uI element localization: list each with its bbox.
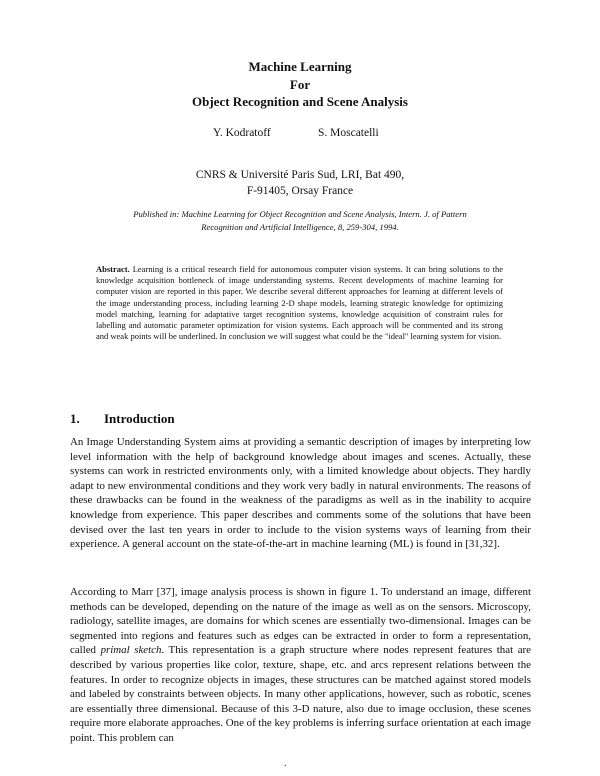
abstract-label: Abstract.: [96, 264, 130, 274]
title-line-1: Machine Learning: [248, 59, 352, 74]
affiliation-line-2: F-91405, Orsay France: [246, 184, 354, 197]
page-mark: .: [284, 758, 287, 769]
section-heading-introduction: [70, 411, 175, 427]
publication-note: [78, 208, 522, 233]
primal-sketch-term: primal sketch: [100, 644, 162, 657]
intro-paragraph-1: An Image Understanding System aims at providing a semantic description of images by interpreting low level information with the help of background knowledge about images and scenes. Actually, these systems can work in restricted environments only, with a limited knowledge about objects. They hardly adapt to new environmental conditions and they work very badly in natural environments. The reasons of these drawbacks can be found in the weakness of the paradigms as well as in the inability to acquire knowledge from experience. This paper describes and comments some of the solutions that have been devised over the last ten years in order to include to the vision systems ways of learning from their experience. A general account on the state-of-the-art in machine learning (ML) is found in [31,32].: [70, 436, 531, 551]
publication-note-line-1: Published in: Machine Learning for Object Recognition and Scene Analysis, Intern. J. of Pattern: [133, 209, 467, 219]
section-title: Introduction: [104, 411, 175, 426]
affiliation: [0, 168, 600, 199]
author-moscatelli: S. Moscatelli: [318, 127, 379, 139]
section-number: 1.: [70, 411, 80, 426]
paragraph-2-text-end: . This representation is a graph structure where nodes represent features that are described by various properties like color, texture, shape, etc. and arcs represent relations between the features. In order to recognize objects in images, these structures can be matched against stored models and labeled by constraints between objects. In many other applications, however, such as robotic, scenes are essentially three dimensional. Because of this 3-D nature, also due to image occlusion, these scenes require more elaborate approaches. One of the key problems is inferring surface orientation at each image point. This problem can: [70, 644, 531, 744]
paper-title: [0, 58, 600, 111]
affiliation-line-1: CNRS & Université Paris Sud, LRI, Bat 490,: [195, 169, 405, 181]
title-line-3: Object Recognition and Scene Analysis: [192, 94, 408, 109]
paragraph-2-text-start: According to Marr [37], image analysis process is shown in figure 1. To understand an image, different methods can be developed, depending on the nature of the image as well as on the sensors. Microscopy, radiology, satellite images, are domains for which scenes are essentially two-dimensional. Images can be segmented into regions and features such as edges can be extracted in order to form a representation, called: [70, 586, 531, 657]
abstract: [96, 264, 503, 342]
publication-note-line-2: Recognition and Artificial Intelligence, 8, 259-304, 1994.: [201, 221, 399, 232]
abstract-text: Learning is a critical research field for autonomous computer vision systems. It can bring solutions to the knowledge acquisition bottleneck of image understanding systems. Recent developments of machine learning for computer vision are reported in this paper. We describe several different approaches for learning at different levels of the image understanding process, including learning 2-D shape models, learning strategic knowledge for optimizing model matching, learning for adaptative target recognition systems, knowledge acquisition of constraint rules for labelling and automatic parameter optimization for vision systems. Each approach will be commented and its strong and weak points will be underlined. In conclusion we will suggest what could be the "ideal" learning system for vision.: [96, 264, 503, 342]
title-line-2: For: [289, 76, 311, 92]
intro-paragraph-2: [70, 585, 531, 746]
author-kodratoff: Y. Kodratoff: [213, 127, 271, 139]
